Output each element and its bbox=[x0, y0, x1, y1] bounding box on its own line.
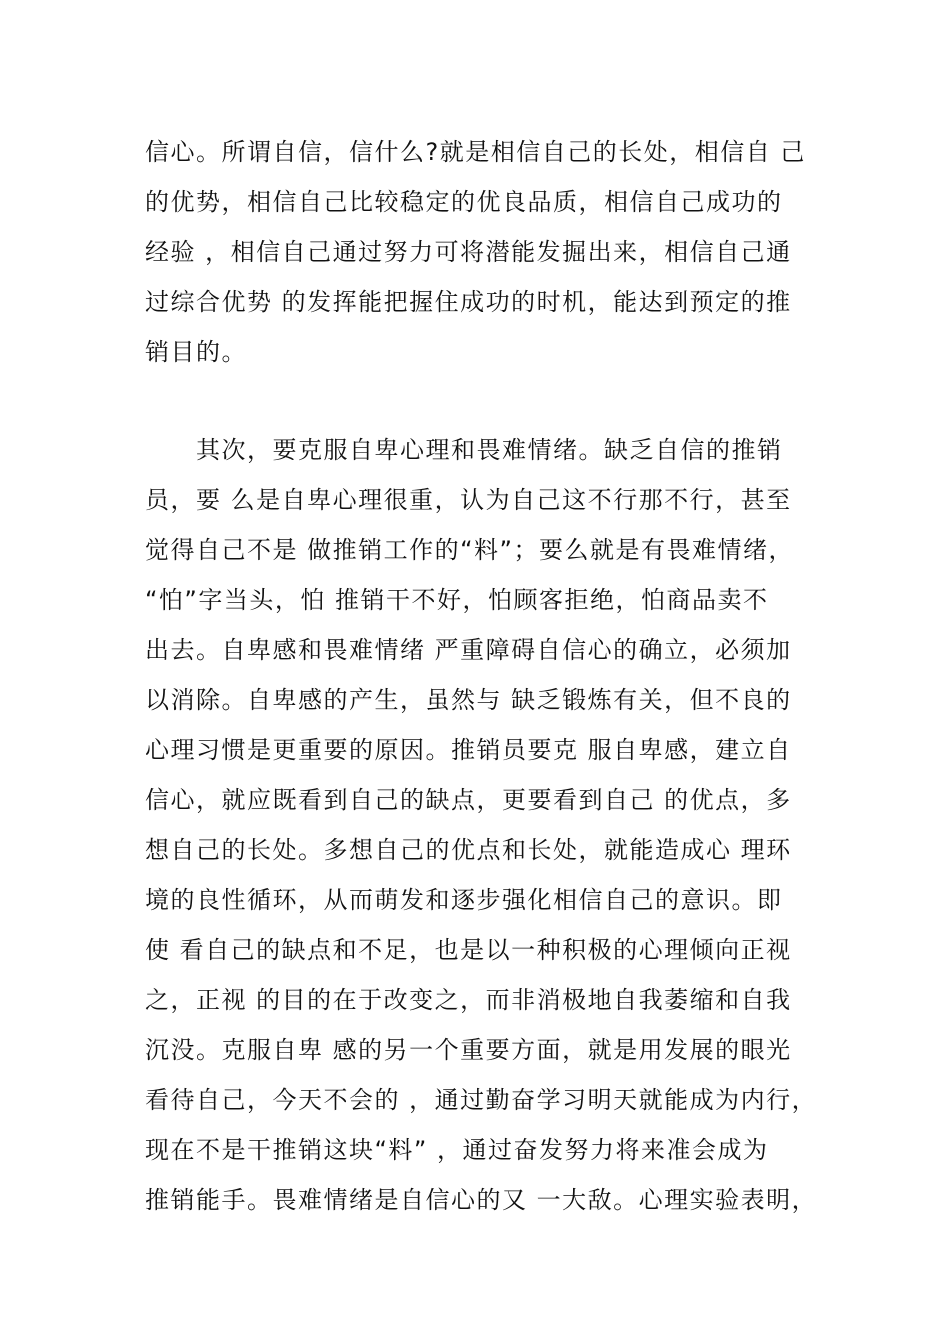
text-line: 觉得自己不是 做推销工作的“料”；要么就是有畏难情绪， bbox=[145, 536, 794, 564]
text-line: 以消除。自卑感的产生，虽然与 缺乏锻炼有关，但不良的 bbox=[145, 686, 792, 714]
text-line: “怕”字当头，怕 推销干不好，怕顾客拒绝，怕商品卖不 bbox=[145, 586, 769, 614]
text-line: 销目的。 bbox=[145, 338, 247, 366]
text-line: 员，要 么是自卑心理很重，认为自己这不行那不行，甚至 bbox=[145, 486, 792, 514]
text-line: 现在不是干推销这块“料” ，通过奋发努力将来准会成为 bbox=[145, 1136, 769, 1164]
text-line: 境的良性循环，从而萌发和逐步强化相信自己的意识。即 bbox=[145, 886, 783, 914]
text-line: 推销能手。畏难情绪是自信心的又 一大敌。心理实验表明， bbox=[145, 1186, 818, 1214]
text-line: 看待自己，今天不会的 ，通过勤奋学习明天就能成为内行， bbox=[145, 1086, 818, 1114]
text-line: 出去。自卑感和畏难情绪 严重障碍自信心的确立，必须加 bbox=[145, 636, 792, 664]
text-line: 过综合优势 的发挥能把握住成功的时机，能达到预定的推 bbox=[145, 288, 792, 316]
text-line: 的优势，相信自己比较稳定的优良品质，相信自己成功的 bbox=[145, 188, 783, 216]
text-line: 信心。所谓自信，信什么?就是相信自己的长处，相信自 己 bbox=[145, 138, 806, 166]
text-line: 想自己的长处。多想自己的优点和长处，就能造成心 理环 bbox=[145, 836, 792, 864]
text-line: 心理习惯是更重要的原因。推销员要克 服自卑感，建立自 bbox=[145, 736, 792, 764]
paragraph-2 bbox=[145, 425, 818, 1225]
paragraph-1 bbox=[145, 127, 815, 377]
text-line: 其次，要克服自卑心理和畏难情绪。缺乏自信的推销 bbox=[145, 436, 783, 464]
text-line: 沉没。克服自卑 感的另一个重要方面，就是用发展的眼光 bbox=[145, 1036, 792, 1064]
text-line: 信心，就应既看到自己的缺点，更要看到自己 的优点，多 bbox=[145, 786, 792, 814]
text-line: 之，正视 的目的在于改变之，而非消极地自我萎缩和自我 bbox=[145, 986, 792, 1014]
text-line: 使 看自己的缺点和不足，也是以一种积极的心理倾向正视 bbox=[145, 936, 792, 964]
text-line: 经验 ，相信自己通过努力可将潜能发掘出来，相信自己通 bbox=[145, 238, 792, 266]
